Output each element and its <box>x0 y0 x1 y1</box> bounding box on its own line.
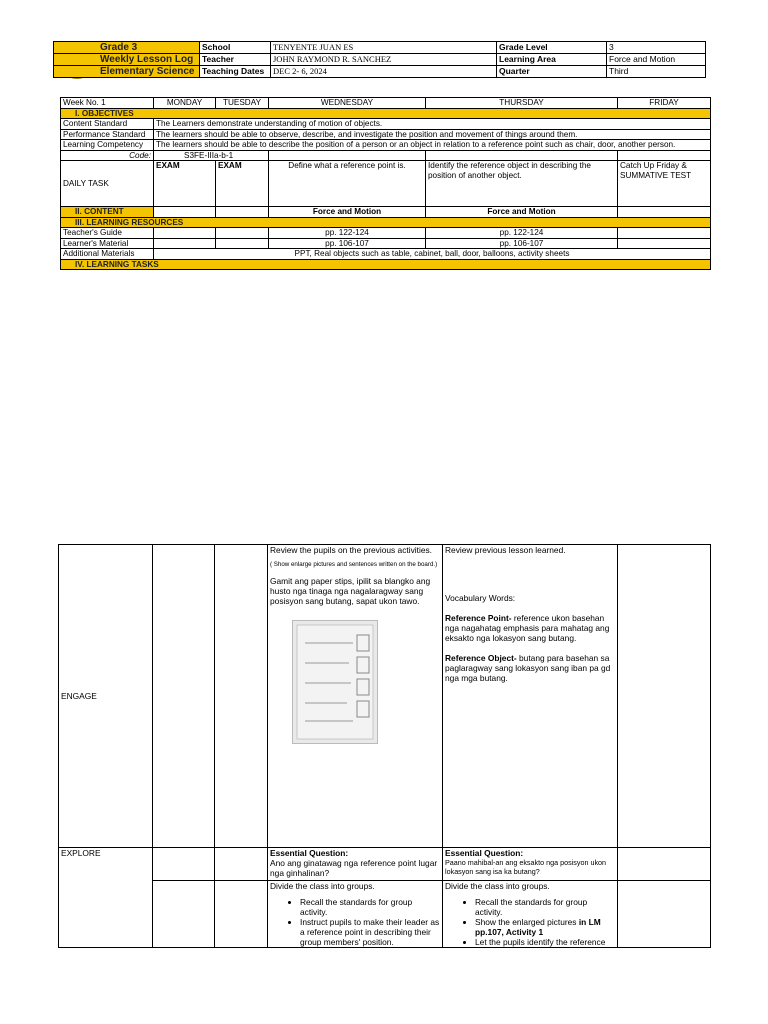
reference-object-text: butang para basehan sa paglaragway sang lokasyon sang iban pa gd nga mga butang. <box>445 653 611 683</box>
competency-code: S3FE-IIIa-b-1 <box>154 150 269 161</box>
day-header: FRIDAY <box>618 98 711 109</box>
reference-object-definition <box>445 653 615 683</box>
daily-task-friday: Catch Up Friday & SUMMATIVE TEST <box>618 161 711 207</box>
section-content: II. CONTENT <box>61 207 154 218</box>
explore-wednesday-activity <box>268 881 443 948</box>
day-header: MONDAY <box>154 98 216 109</box>
divide-class-text: Divide the class into groups. <box>270 881 375 891</box>
day-header: TUESDAY <box>216 98 269 109</box>
list-item: • Instruct pupils to make their leader as a reference point in describing their group members' position. <box>300 917 440 947</box>
day-header: WEDNESDAY <box>269 98 426 109</box>
daily-task-tuesday: EXAM <box>216 161 269 207</box>
row-label: Content Standard <box>61 119 154 130</box>
list-item: • Recall the standards for group activity. <box>300 897 440 917</box>
daily-task-monday: EXAM <box>154 161 216 207</box>
reference-point-term: Reference Point- <box>445 613 512 623</box>
reference-point-definition <box>445 613 615 643</box>
activity-sheet-photo <box>292 620 378 744</box>
list-item: • Let the pupils identify the reference <box>475 937 615 947</box>
teachers-guide-thursday: pp. 122-124 <box>426 228 618 239</box>
vocabulary-heading: Vocabulary Words: <box>445 593 516 603</box>
grade-level-value: 3 <box>607 42 706 54</box>
section-learning-tasks: IV. LEARNING TASKS <box>61 259 711 270</box>
list-item: • Recall the standards for group activity. <box>475 897 615 917</box>
thu-review-text: Review previous lesson learned. <box>445 545 566 555</box>
list-item-text: Show the enlarged pictures <box>475 917 579 927</box>
teaching-dates-label: Teaching Dates <box>200 66 271 78</box>
teachers-guide-wednesday: pp. 122-124 <box>269 228 426 239</box>
grade-level-label: Grade Level <box>497 42 607 54</box>
additional-materials-text: PPT, Real objects such as table, cabinet, ball, door, balloons, activity sheets <box>154 249 711 260</box>
code-label: Code: <box>61 150 154 161</box>
daily-task-label: DAILY TASK <box>61 161 154 207</box>
explore-thursday-activity <box>443 881 618 948</box>
reference-point-text: reference ukon basehan nga nagahatag emphasis para mahatag ang eksakto nga lokasyon sang butang. <box>445 613 610 643</box>
row-label: Additional Materials <box>61 249 154 260</box>
subject-title: Elementary Science <box>54 66 200 78</box>
content-wednesday: Force and Motion <box>269 207 426 218</box>
daily-task-wednesday: Define what a reference point is. <box>269 161 426 207</box>
thu-activity-list <box>445 897 615 947</box>
thu-essential-question: Paano mahibal-an ang eksakto nga posisyon ukon lokasyon sang isa ka butang? <box>445 858 607 876</box>
content-thursday: Force and Motion <box>426 207 618 218</box>
essential-question-label: Essential Question: <box>445 848 524 858</box>
activity-sheet-image <box>293 621 377 743</box>
essential-question-label: Essential Question: <box>270 848 349 858</box>
wed-note-text: ( Show enlarge pictures and sentences written on the board.) <box>270 561 438 568</box>
school-label: School <box>200 42 271 54</box>
learning-area-value: Force and Motion <box>607 54 706 66</box>
engage-wednesday <box>268 545 443 848</box>
row-label: Performance Standard <box>61 129 154 140</box>
section-learning-resources: III. LEARNING RESOURCES <box>61 217 711 228</box>
explore-label: EXPLORE <box>59 848 153 948</box>
teaching-dates-value: DEC 2- 6, 2024 <box>271 66 497 78</box>
wed-review-text: Review the pupils on the previous activities. <box>270 545 432 555</box>
reference-object-term: Reference Object- <box>445 653 517 663</box>
learners-material-wednesday: pp. 106-107 <box>269 238 426 249</box>
learning-tasks-table <box>58 544 711 948</box>
learners-material-thursday: pp. 106-107 <box>426 238 618 249</box>
explore-wednesday-question <box>268 848 443 881</box>
log-title: Weekly Lesson Log <box>54 54 200 66</box>
teacher-label: Teacher <box>200 54 271 66</box>
list-item <box>475 917 615 937</box>
quarter-value: Third <box>607 66 706 78</box>
engage-thursday <box>443 545 618 848</box>
learning-competency-text: The learners should be able to describe the position of a person or an object in relation to a reference point such as chair, door, another person. <box>154 140 711 151</box>
lesson-log-header <box>53 41 706 78</box>
grade-title: Grade 3 <box>54 42 200 54</box>
explore-thursday-question <box>443 848 618 881</box>
weekly-plan-table <box>60 97 711 270</box>
section-objectives: I. OBJECTIVES <box>61 108 711 119</box>
row-label: Teacher's Guide <box>61 228 154 239</box>
engage-label: ENGAGE <box>59 545 153 848</box>
school-value: TENYENTE JUAN ES <box>271 42 497 54</box>
row-label: Learner's Material <box>61 238 154 249</box>
row-label: Learning Competency <box>61 140 154 151</box>
learning-area-label: Learning Area <box>497 54 607 66</box>
wed-essential-question: Ano ang ginatawag nga reference point lugar nga ginhalinan? <box>270 858 438 878</box>
teacher-value: JOHN RAYMOND R. SANCHEZ <box>271 54 497 66</box>
list-item-bold: in LM pp.107, Activity 1 <box>475 917 601 937</box>
performance-standard-text: The learners should be able to observe, describe, and investigate the position and movement of things around them. <box>154 129 711 140</box>
quarter-label: Quarter <box>497 66 607 78</box>
week-number: Week No. 1 <box>61 98 154 109</box>
wed-instruction-text: Gamit ang paper stips, ipilit sa blangko ang husto nga tinaga nga nagalaragway sang posisyon sang butang, sapat ukon tawo. <box>270 575 431 606</box>
wed-activity-list <box>270 897 440 947</box>
daily-task-thursday: Identify the reference object in describing the position of another object. <box>426 161 618 207</box>
content-standard-text: The Learners demonstrate understanding of motion of objects. <box>154 119 711 130</box>
day-header: THURSDAY <box>426 98 618 109</box>
divide-class-text: Divide the class into groups. <box>445 881 550 891</box>
